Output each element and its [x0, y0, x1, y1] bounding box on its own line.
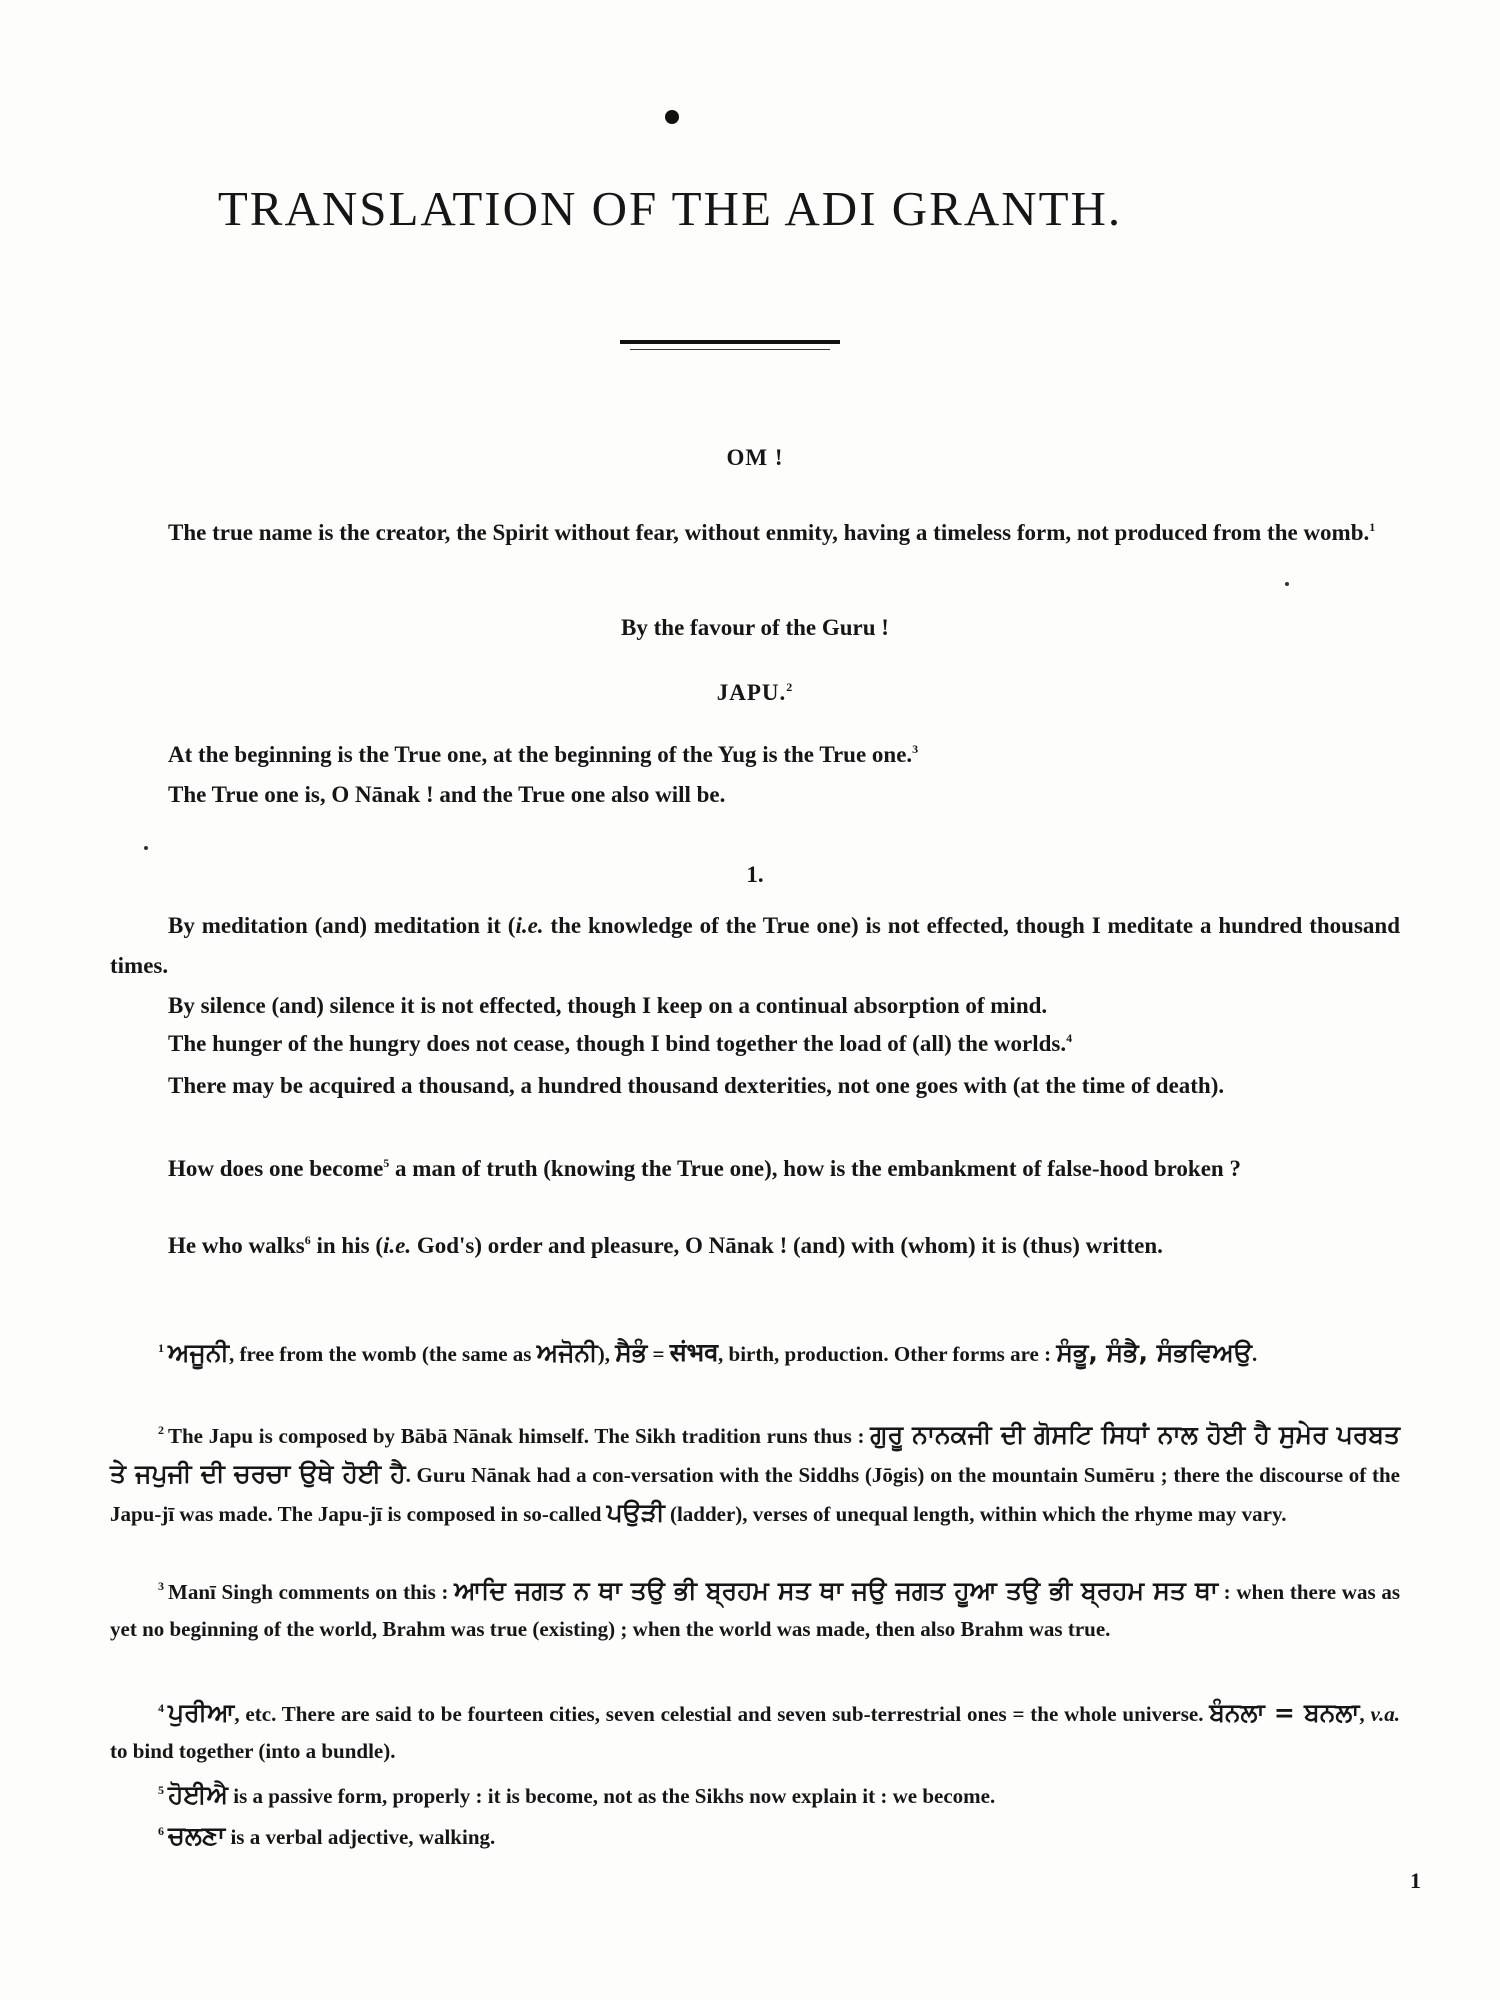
opening-line: The True one is, O Nānak ! and the True one also will be.: [168, 782, 726, 807]
stanza-line: By meditation (and) meditation it (i.e. the knowledge of the True one) is not effected, though I meditate a hundred thousand times.: [110, 913, 1400, 978]
stanza-line: The hunger of the hungry does not cease, though I bind together the load of (all) the worlds.$^4$: [168, 1031, 1073, 1056]
om-heading: OM !: [726, 445, 784, 470]
ornament-dot: [665, 110, 679, 124]
favour-line: By the favour of the Guru !: [621, 615, 889, 640]
stanza-number: 1.: [746, 862, 764, 887]
stanza-line: There may be acquired a thousand, a hundred thousand dexterities, not one goes with (at the time of death).: [168, 1073, 1225, 1098]
footnote-1: $^1$ ਅਜੂਨੀ, free from the womb (the same as ਅਜੋਨੀ), ਸੈਭੰ = संभव, birth, production. Other forms are : ਸੰਭੂ, ਸੰਭੈ, ਸੰਭਵਿਅਉ.: [158, 1338, 1258, 1367]
footnote-5: $^5$ ਹੋਈਐ is a passive form, properly : it is become, not as the Sikhs now explain it : we become.: [158, 1780, 996, 1809]
footnote-ref: 6: [304, 1233, 311, 1247]
title-rule-thin: [630, 349, 830, 350]
page-title: TRANSLATION OF THE ADI GRANTH.: [217, 181, 1123, 236]
footnote-2: $^2$ The Japu is composed by Bābā Nānak himself. The Sikh tradition runs thus : ਗੁਰੂ ਨਾਨਕਜੀ ਦੀ ਗੋਸਟਿ ਸਿਧਾਂ ਨਾਲ ਹੋਈ ਹੈ ਸੁਮੇਰ ਪਰਬਤ ਤੇ ਜਪੁਜੀ ਦੀ ਚਰਚਾ ਉਥੇ ਹੋਈ ਹੈ. Guru Nānak had a con-versation with the Siddhs (Jōgis) on the mountain Sumēru ; there the discourse of the Japu-jī was made. The Japu-jī is composed in so-called ਪਉੜੀ (ladder), verses of unequal length, within which the rhyme may vary.: [110, 1420, 1400, 1527]
document-page: [110, 0, 1421, 2000]
japu-heading: JAPU.$^2$: [716, 680, 794, 705]
title-rule: [620, 340, 840, 344]
footnote-6: $^6$ ਚਲਣਾ is a verbal adjective, walking.: [158, 1821, 496, 1850]
footnote-3: $^3$ Manī Singh comments on this : ਆਦਿ ਜਗਤ ਨ ਥਾ ਤਉ ਭੀ ਬ੍ਰਹਮ ਸਤ ਥਾ ਜਉ ਜਗਤ ਹੂਆ ਤਉ ਭੀ ਬ੍ਰਹਮ ਸਤ ਥਾ : when there was as yet no beginning of the world, Brahm was true (existing) ; when the world was made, then also Brahm was true.: [110, 1576, 1400, 1641]
stanza-line: By silence (and) silence it is not effected, though I keep on a continual absorption of mind.: [168, 993, 1048, 1018]
print-speck: [1285, 582, 1289, 586]
footnote-ref: 2: [786, 680, 794, 694]
footnote-ref: 4: [1066, 1031, 1073, 1045]
print-speck: [144, 846, 148, 850]
mul-mantra-paragraph: [110, 507, 1400, 553]
opening-line: At the beginning is the True one, at the beginning of the Yug is the True one.$^3$: [168, 742, 919, 767]
footnote-ref: 5: [383, 1156, 390, 1170]
stanza-line: He who walks$^6$ in his (i.e. God's) order and pleasure, O Nānak ! (and) with (whom) it is (thus) written.: [168, 1233, 1163, 1258]
stanza-line: How does one become$^5$ a man of truth (knowing the True one), how is the embankment of false-hood broken ?: [168, 1156, 1241, 1181]
footnote-ref: 1: [1369, 520, 1376, 534]
mul-mantra-text: The true name is the creator, the Spirit without fear, without enmity, having a timeless form, not produced from the womb.: [168, 520, 1370, 545]
footnote-4: $^4$ ਪੁਰੀਆ, etc. There are said to be fourteen cities, seven celestial and seven sub-terrestrial ones = the whole universe. ਬੰਨਲਾ = ਬਨਲਾ, v.a. to bind together (into a bundle).: [110, 1698, 1401, 1763]
page-number: 1: [1410, 1868, 1421, 1893]
footnote-ref: 3: [912, 742, 919, 756]
